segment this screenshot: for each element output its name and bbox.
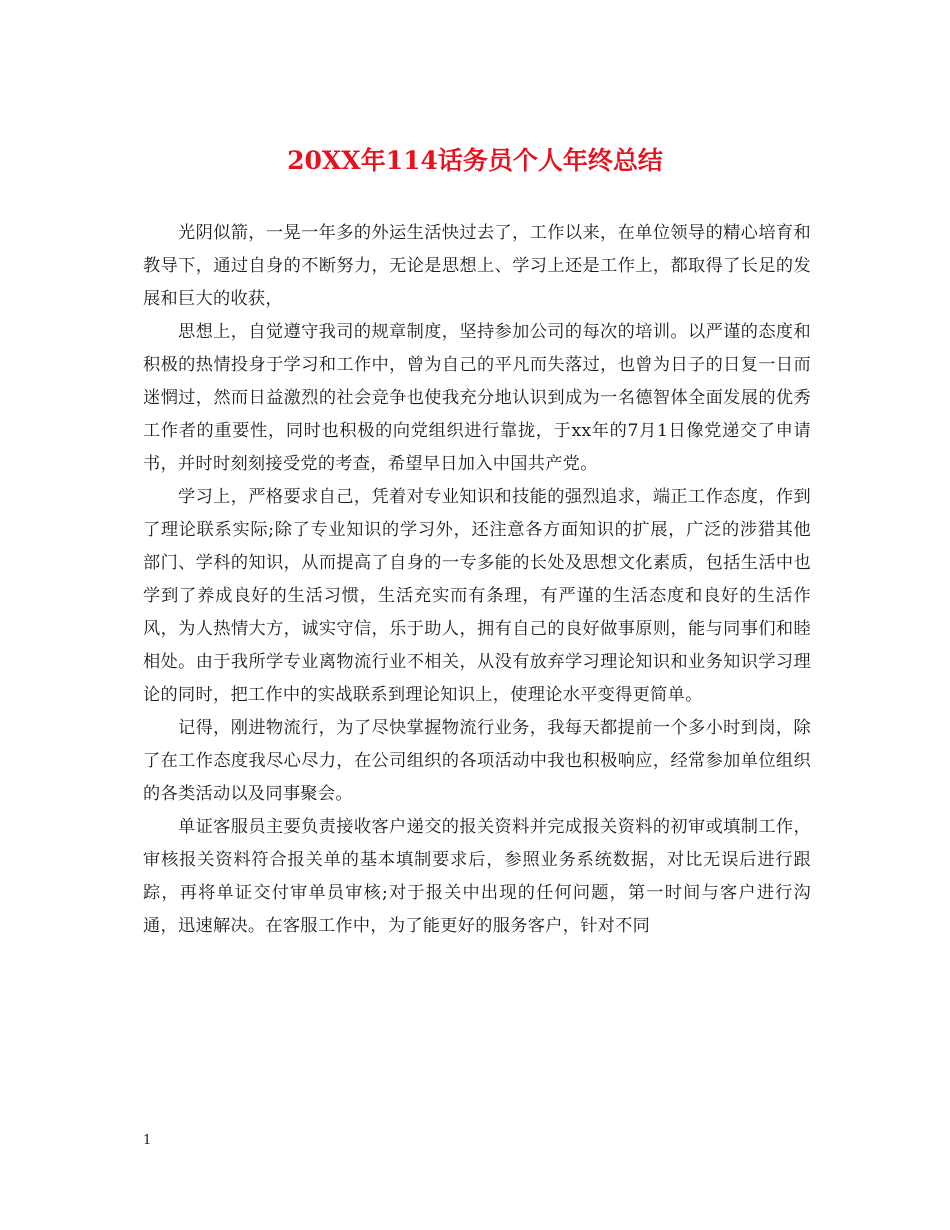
- paragraph-memory: 记得，刚进物流行，为了尽快掌握物流行业务，我每天都提前一个多小时到岗，除了在工作态度我尽心尽力，在公司组织的各项活动中我也积极响应，经常参加单位组织的各类活动以及同事聚会。: [143, 718, 811, 804]
- page-number: 1: [143, 1133, 152, 1148]
- document-title: 20XX年114话务员个人年终总结: [287, 146, 663, 175]
- document-body: [143, 217, 811, 943]
- paragraph-study: 学习上，严格要求自己，凭着对专业知识和技能的强烈追求，端正工作态度，作到了理论联系实际;除了专业知识的学习外，还注意各方面知识的扩展，广泛的涉猎其他部门、学科的知识，从而提高了自身的一专多能的长处及思想文化素质，包括生活中也学到了养成良好的生活习惯，生活充实而有条理，有严谨的生活态度和良好的生活作风，为人热情大方，诚实守信，乐于助人，拥有自己的良好做事原则，能与同事们和睦相处。由于我所学专业离物流行业不相关，从没有放弃学习理论知识和业务知识学习理论的同时，把工作中的实战联系到理论知识上，使理论水平变得更简单。: [143, 487, 811, 705]
- paragraph-intro: 光阴似箭，一晃一年多的外运生活快过去了，工作以来，在单位领导的精心培育和教导下，通过自身的不断努力，无论是思想上、学习上还是工作上，都取得了长足的发展和巨大的收获，: [143, 223, 811, 309]
- paragraph-customer-service: 单证客服员主要负责接收客户递交的报关资料并完成报关资料的初审或填制工作，审核报关资料符合报关单的基本填制要求后，参照业务系统数据，对比无误后进行跟踪，再将单证交付审单员审核;对于报关中出现的任何问题，第一时间与客户进行沟通，迅速解决。在客服工作中，为了能更好的服务客户，针对不同: [143, 817, 811, 936]
- paragraph-ideology: 思想上，自觉遵守我司的规章制度，坚持参加公司的每次的培训。以严谨的态度和积极的热情投身于学习和工作中，曾为自己的平凡而失落过，也曾为日子的日复一日而迷惘过，然而日益激烈的社会竞争也使我充分地认识到成为一名德智体全面发展的优秀工作者的重要性，同时也积极的向党组织进行靠拢，于xx年的7月1日像党递交了申请书，并时时刻刻接受党的考查，希望早日加入中国共产党。: [143, 322, 811, 474]
